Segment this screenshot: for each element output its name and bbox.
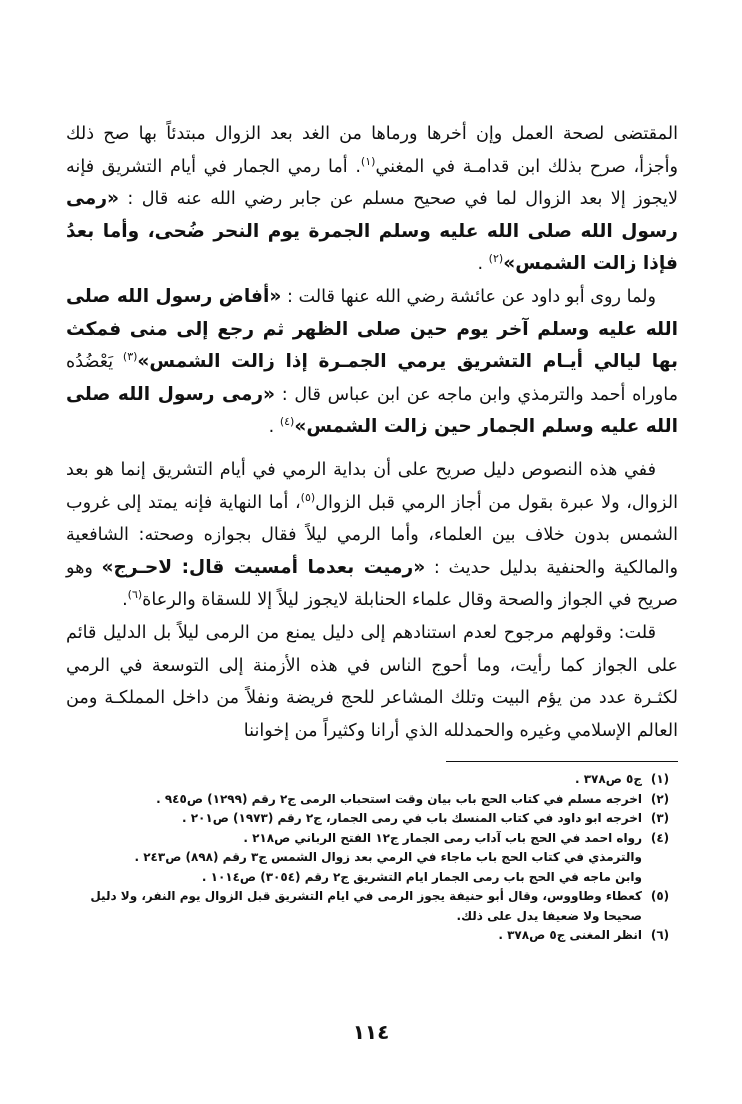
footnote bbox=[66, 790, 678, 810]
footnote-text: اخرجه ابو داود في كتاب المنسك باب في رمى الجمار، ج٢ رقم (١٩٧٣) ص٢٠١ . bbox=[181, 811, 642, 826]
footnote-number: (٥) bbox=[650, 889, 670, 904]
hadith-quote: «رميت بعدما أمسيت قال: لاحـرج» bbox=[101, 556, 426, 578]
footnote-ref: (١) bbox=[360, 154, 376, 168]
paragraph bbox=[66, 454, 678, 617]
footnote-text: اخرجه مسلم في كتاب الحج باب بيان وقت استحباب الرمى ج٢ رقم (١٢٩٩) ص٩٤٥ . bbox=[156, 791, 642, 806]
footnote-text: انظر المغنى ج٥ ص٣٧٨ . bbox=[498, 928, 642, 943]
footnote-ref: (٣) bbox=[122, 350, 138, 364]
text-run: . bbox=[122, 590, 128, 611]
page-number: ١١٤ bbox=[352, 1020, 390, 1044]
text-run: . bbox=[268, 417, 280, 438]
paragraph bbox=[66, 281, 678, 444]
hadith-quote: «رمى رسول الله صلى الله عليه وسلم الجمار حين زالت الشمس» bbox=[66, 383, 678, 438]
footnote-ref: (٢) bbox=[488, 252, 504, 266]
footnote bbox=[66, 887, 678, 926]
footnote bbox=[66, 829, 678, 888]
footnote-text: ج٥ ص٣٧٨ . bbox=[574, 772, 642, 787]
footnote-number: (١) bbox=[650, 772, 670, 787]
paragraph bbox=[66, 118, 678, 281]
footnote-number: (٣) bbox=[650, 811, 670, 826]
body-text bbox=[66, 118, 678, 747]
text-run: ولما روى أبو داود عن عائشة رضي الله عنها قالت : bbox=[281, 286, 656, 307]
paragraph bbox=[66, 617, 678, 747]
footnote bbox=[66, 770, 678, 790]
footnote-ref: (٥) bbox=[300, 490, 316, 504]
footnote-number: (٤) bbox=[650, 830, 670, 845]
text-run: قلت: وقولهم مرجوح لعدم استنادهم إلى دليل يمنع من الرمى ليلاً بل الدليل قائم على الجواز كما رأيت، وما أحوج الناس في هذه الأزمنة إلى التوسعة في الرمي لكثـرة عدد من يؤم البيت وتلك المشاعر للحج فريضة ونفلاً من داخل المملكـة ومن العالم الإسلامي وغيره والحمدلله الذي أرانا وكثيراً من إخواننا bbox=[66, 622, 678, 741]
text-run: وهو صريح في الجواز والصحة وقال علماء الحنابلة لايجوز ليلاً إلا للسقاة والرعاة bbox=[66, 557, 678, 611]
text-run: يَعْضُدُه ماوراه أحمد والترمذي وابن ماجه عن ابن عباس قال : bbox=[66, 352, 678, 405]
hadith-quote: «رمى رسول الله صلى الله عليه وسلم الجمرة يوم النحر ضُحى، وأما بعدُ فإذا زالت الشمس» bbox=[66, 188, 678, 275]
footnote-ref: (٦) bbox=[127, 588, 143, 602]
text-run: ، أما النهاية فإنه يمتد إلى غروب الشمس بدون خلاف بين العلماء، وأما الرمي ليلاً فقال بجوازه وصحته: الشافعية والمالكية والحنفية بدليل حديث : bbox=[66, 492, 678, 578]
footnote-text: رواه احمد في الحج باب آداب رمى الجمار ج١٢ الفتح الرباني ص٢١٨ . والترمذي في كتاب الحج باب ماجاء في الرمي بعد زوال الشمس ج٣ رقم (٨٩٨) ص٢٤٣ . وابن ماجه في الحج باب رمى الجمار ايام التشريق ج٢ رقم (٣٠٥٤) ص١٠١٤ . bbox=[134, 830, 642, 884]
text-run: المقتضى لصحة العمل وإن أخرها ورماها من الغد بعد الزوال مبتدئاً بها صح ذلك وأجزأ، صرح بذلك ابن قدامـة في المغني bbox=[66, 124, 678, 177]
footnote-separator bbox=[446, 761, 678, 762]
text-run: . bbox=[477, 254, 489, 275]
footnote bbox=[66, 809, 678, 829]
footnotes bbox=[66, 770, 678, 946]
text-run: ففي هذه النصوص دليل صريح على أن بداية الرمي في أيام التشريق إنما هو بعد الزوال، ولا عبرة بقول من أجاز الرمي قبل الزوال bbox=[66, 459, 679, 513]
footnote-number: (٦) bbox=[650, 928, 670, 943]
footnote-text: كعطاء وطاووس، وقال أبو حنيفة يجوز الرمى في ايام التشريق قبل الزوال يوم النفر، ولا دليل صحيحا ولا ضعيفا يدل على ذلك. bbox=[90, 889, 642, 923]
hadith-quote: «أفاض رسول الله صلى الله عليه وسلم آخر يوم حين صلى الظهر ثم رجع إلى منى فمكث بها ليالي أيـام التشريق يرمي الجمـرة إذا زالت الشمس» bbox=[66, 285, 678, 373]
footnote bbox=[66, 926, 678, 946]
footnote-number: (٢) bbox=[650, 791, 670, 806]
footnote-ref: (٤) bbox=[279, 415, 295, 429]
text-run: . أما رمي الجمار في أيام التشريق فإنه لايجوز إلا بعد الزوال لما في صحيح مسلم عن جابر رضي الله عنه قال : bbox=[66, 156, 678, 210]
